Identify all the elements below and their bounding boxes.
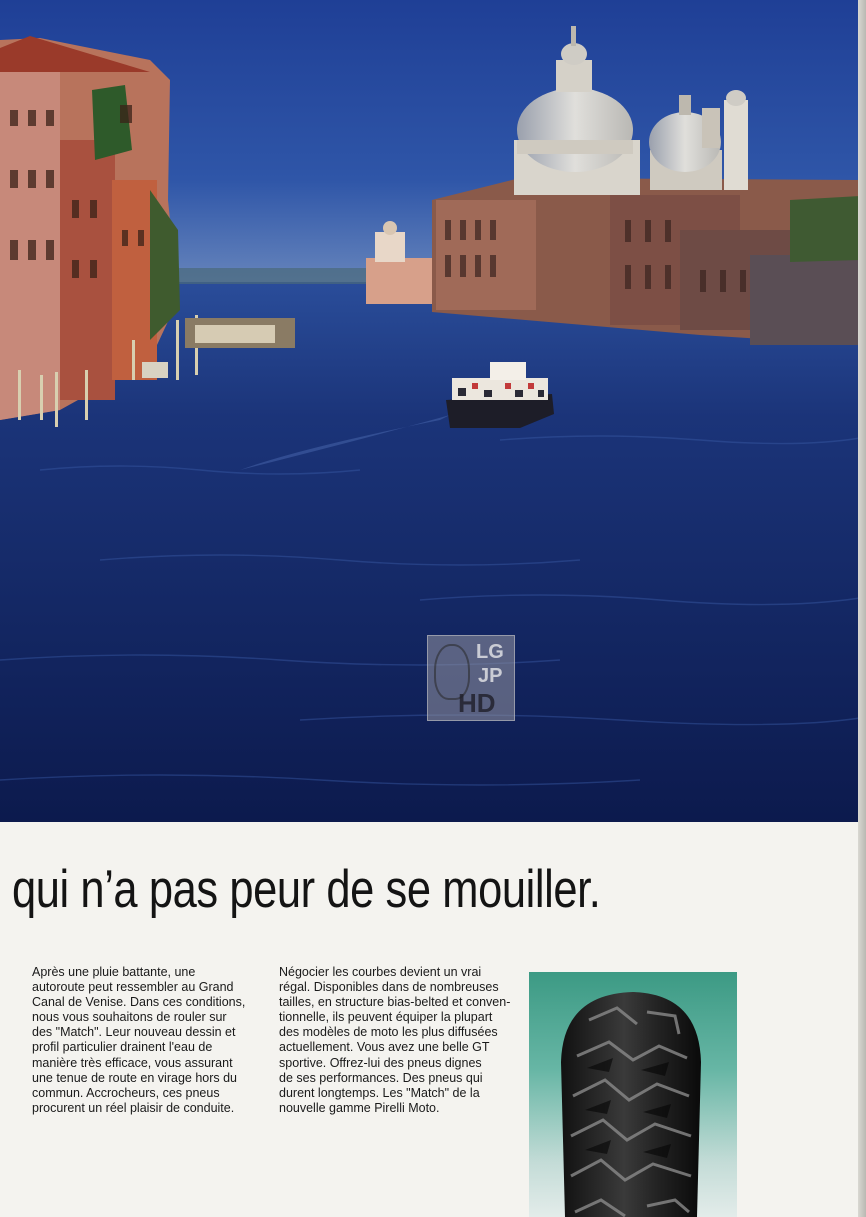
watermark-text-3: HD [458, 688, 496, 718]
pirelli-match-tire-photo [529, 972, 737, 1217]
watermark-text-1: LG [476, 641, 504, 663]
watermark-logo [427, 635, 515, 721]
headline: qui n’a pas peur de se mouiller. [12, 860, 601, 919]
body-column-left: Après une pluie battante, une autoroute peut ressembler au Grand Canal de Venise. Dans ces conditions, nous vous souhaitons de rouler sur des "Match". Leur nouveau dessin et profil particulier drainent l'eau de manière très efficace, vous assurant une tenue de route en virage hors du commun. Accrocheurs, ces pneus procurent un réel plaisir de conduite. [32, 965, 246, 1115]
watermark-text-2: JP [478, 665, 503, 687]
body-column-right: Négocier les courbes devient un vrai régal. Disponibles dans de nombreuses tailles, en structure bias-belted et conven- tionnelle, ils peuvent équiper la plupart des modèles de moto les plus diffusées actuellement. Vous avez une belle GT sportive. Offrez-lui des pneus dignes de ses performances. Des pneus qui durent longtemps. Les "Match" de la nouvelle gamme Pirelli Moto. [279, 965, 511, 1115]
page-edge [858, 0, 866, 1217]
